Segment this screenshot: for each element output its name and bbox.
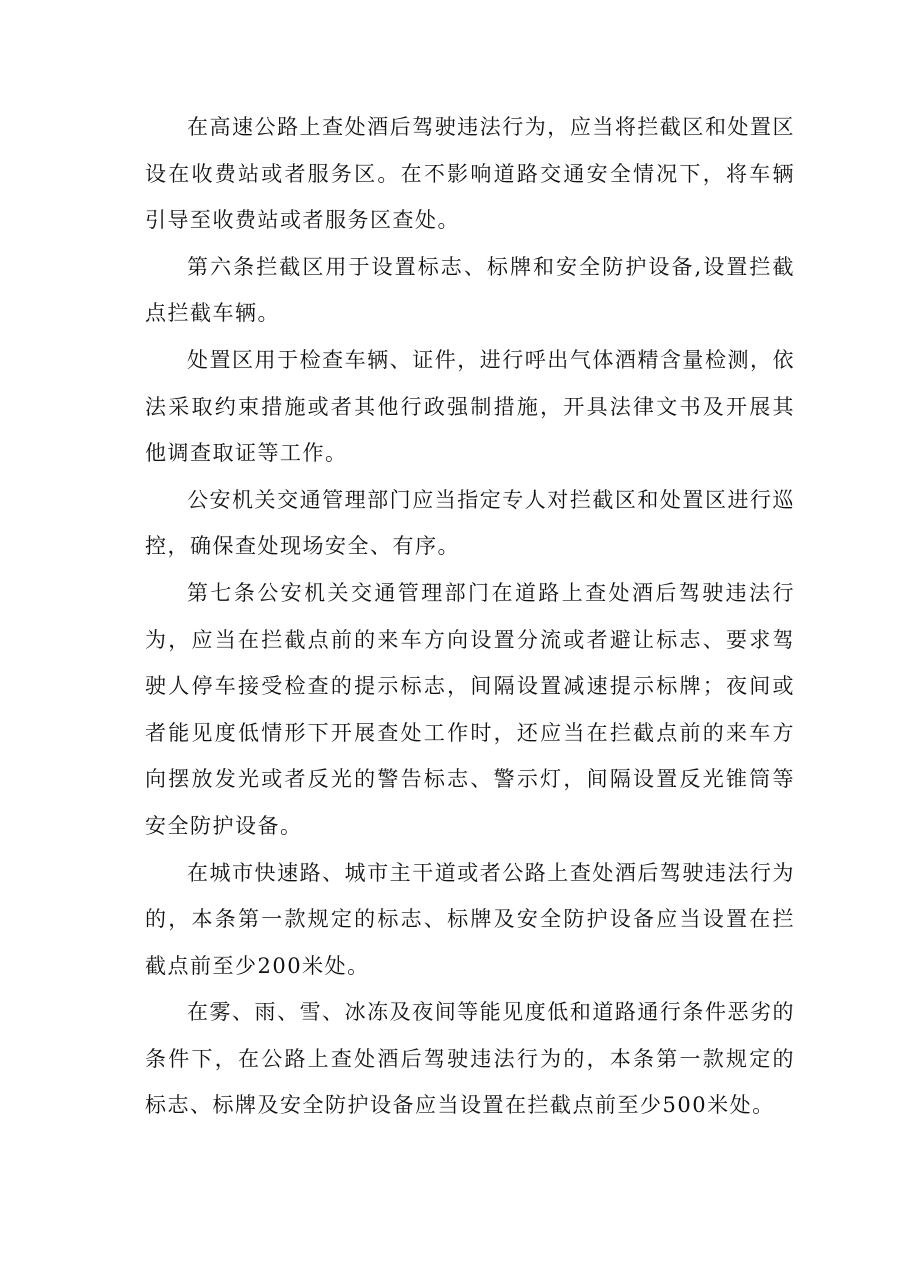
paragraph-7: 在雾、雨、雪、冰冻及夜间等能见度低和道路通行条件恶劣的条件下，在公路上查处酒后驾驶违法行为的，本条第一款规定的标志、标牌及安全防护设备应当设置在拦截点前至少500米处。 [145,1000,795,1118]
paragraph-1: 在高速公路上查处酒后驾驶违法行为，应当将拦截区和处置区设在收费站或者服务区。在不影响道路交通安全情况下，将车辆引导至收费站或者服务区查处。 [145,115,795,233]
paragraph-3: 处置区用于检查车辆、证件，进行呼出气体酒精含量检测，依法采取约束措施或者其他行政强制措施，开具法律文书及开展其他调查取证等工作。 [145,347,795,466]
paragraph-4: 公安机关交通管理部门应当指定专人对拦截区和处置区进行巡控，确保查处现场安全、有序。 [145,487,795,559]
document-body [145,104,795,1129]
paragraph-6: 在城市快速路、城市主干道或者公路上查处酒后驾驶违法行为的，本条第一款规定的标志、标牌及安全防护设备应当设置在拦截点前至少200米处。 [145,860,795,978]
paragraph-5-article-7: 第七条公安机关交通管理部门在道路上查处酒后驾驶违法行为，应当在拦截点前的来车方向设置分流或者避让标志、要求驾驶人停车接受检查的提示标志，间隔设置减速提示标牌；夜间或者能见度低情形下开展查处工作时，还应当在拦截点前的来车方向摆放发光或者反光的警告标志、警示灯，间隔设置反光锥筒等安全防护设备。 [145,580,795,838]
paragraph-2-article-6: 第六条拦截区用于设置标志、标牌和安全防护设备,设置拦截点拦截车辆。 [145,254,795,326]
